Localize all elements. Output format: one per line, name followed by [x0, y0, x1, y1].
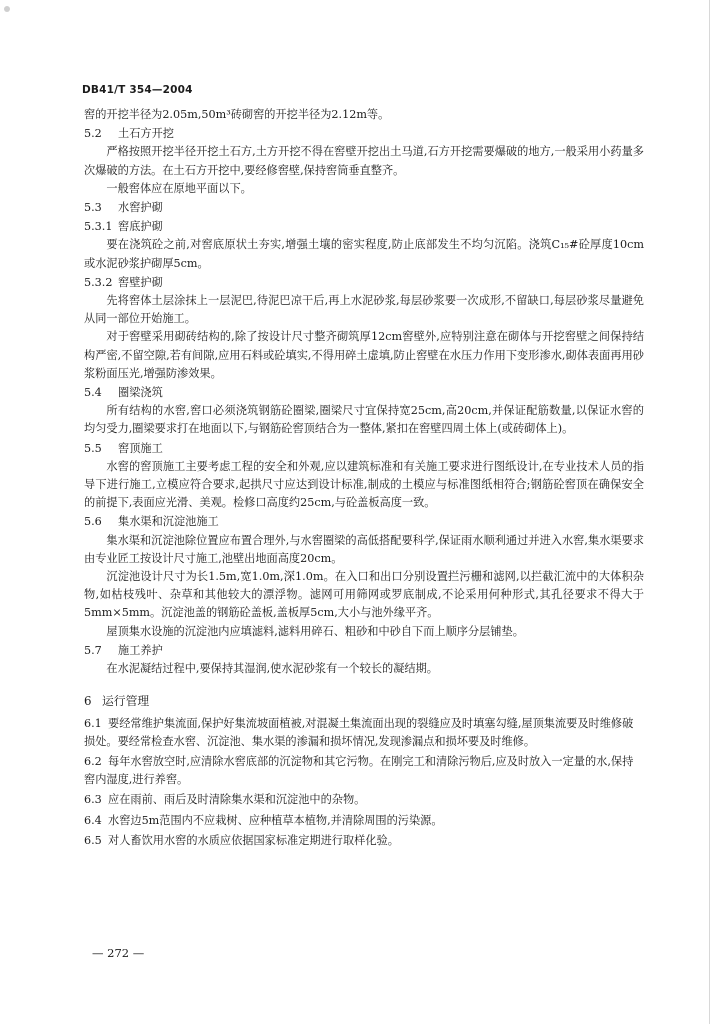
paragraph: 在水泥凝结过程中,要保持其湿润,使水泥砂浆有一个较长的凝结期。	[106, 662, 438, 676]
paragraph: 沉淀池设计尺寸为长1.5m,宽1.0m,深1.0m。在入口和出口分别设置拦污栅和滤网,以拦截汇流中的大体积杂物,如枯枝残叶、杂草和其他较大的漂浮物。滤网可用筛网或罗底制成,不论采用何种形式,其孔径要求不得大于5mm×5mm。沉淀池盖的钢筋砼盖板,盖板厚5cm,大小与池外缘平齐。	[84, 570, 644, 620]
section-number: 5.7	[84, 643, 102, 657]
section-number: 5.3.1	[84, 220, 113, 234]
paragraph: 要在浇筑砼之前,对窖底原状土夯实,增强土壤的密实程度,防止底部发生不均匀沉陷。浇筑C₁₅#砼厚度10cm或水泥砂浆护砌厚5cm。	[84, 238, 644, 270]
clause-number: 6.1	[84, 716, 102, 730]
paragraph: 屋顶集水设施的沉淀池内应填滤料,滤料用碎石、粗砂和中砂自下而上顺序分层铺垫。	[106, 624, 524, 638]
paragraph: 所有结构的水窖,窖口必须浇筑钢筋砼圈梁,圈梁尺寸宜保持宽25cm,高20cm,并保证配筋数量,以保证水窖的均匀受力,圈梁要求打在地面以下,与钢筋砼窖顶结合为一整体,紧扣在窖壁四周土体上(或砖砌体上)。	[84, 404, 644, 436]
paragraph-continued: 窖的开挖半径为2.05m,50m³砖砌窖的开挖半径为2.12m等。	[84, 108, 390, 121]
clause-number: 6.4	[84, 813, 102, 827]
clause-6-3	[84, 791, 644, 809]
section-number: 5.5	[84, 441, 102, 455]
chapter-heading	[84, 692, 644, 710]
clause-text: 每年水窖放空时,应清除水窖底部的沉淀物和其它污物。在刚完工和清除污物后,应及时放入一定量的水,保持窖内湿度,进行养窖。	[84, 754, 634, 787]
clause-number: 6.5	[84, 833, 102, 847]
section-title: 圈梁浇筑	[118, 386, 163, 400]
section-title: 土石方开挖	[118, 127, 174, 141]
section-title: 水窖护砌	[118, 201, 163, 215]
paragraph: 先将窖体土层涂抹上一层泥巴,待泥巴凉干后,再上水泥砂浆,每层砂浆要一次成形,不留缺口,每层砂浆尽量避免从同一部位开始施工。	[84, 294, 644, 326]
clause-text: 应在雨前、雨后及时清除集水渠和沉淀池中的杂物。	[108, 793, 366, 807]
clause-text: 对人畜饮用水窖的水质应依据国家标准定期进行取样化验。	[108, 833, 399, 847]
clause-number: 6.3	[84, 793, 102, 807]
paragraph: 水窖的窖顶施工主要考虑工程的安全和外观,应以建筑标准和有关施工要求进行图纸设计,在专业技术人员的指导下进行施工,立模应符合要求,起拱尺寸应达到设计标准,制成的土模应与标准图纸相符合;钢筋砼窖顶在确保安全的前提下,表面应光滑、美观。检修口高度约25cm,与砼盖板高度一致。	[84, 459, 644, 510]
section-heading-5-7	[84, 642, 644, 660]
section-heading-5-3	[84, 199, 644, 217]
clause-6-5	[84, 832, 644, 850]
clause-text: 要经常维护集流面,保护好集流坡面植被,对混凝土集流面出现的裂缝应及时填塞勾缝,屋顶集流要及时维修破损处。要经常检查水窖、沉淀池、集水渠的渗漏和损坏情况,发现渗漏点和损坏要及时维修。	[84, 716, 634, 748]
clause-6-1	[84, 715, 644, 751]
clause-number: 6.2	[84, 754, 102, 768]
section-heading-5-3-1	[84, 218, 644, 236]
section-title: 窖底护砌	[118, 220, 163, 234]
section-heading-5-2	[84, 125, 644, 143]
section-number: 5.2	[84, 127, 102, 141]
body-text	[84, 106, 644, 850]
clause-6-4	[84, 812, 644, 830]
page-number: — 272 —	[92, 946, 145, 960]
chapter-title: 运行管理	[102, 694, 150, 709]
section-heading-5-5	[84, 440, 644, 458]
scan-edge-shadow	[709, 0, 710, 1024]
section-number: 5.4	[84, 386, 102, 400]
section-heading-5-4	[84, 384, 644, 402]
paragraph: 严格按照开挖半径开挖土石方,土方开挖不得在窖壁开挖出土马道,石方开挖需要爆破的地方,一般采用小药量多次爆破的方法。在土石方开挖中,要经修窖壁,保持窖筒垂直整齐。	[84, 145, 644, 177]
section-title: 窖顶施工	[118, 441, 163, 455]
scan-speck	[4, 6, 10, 12]
paragraph: 集水渠和沉淀池除位置应布置合理外,与水窖圈梁的高低搭配要科学,保证雨水顺利通过并进入水窖,集水渠要求由专业匠工按设计尺寸施工,池壁出地面高度20cm。	[84, 533, 644, 565]
clause-6-2	[84, 753, 644, 789]
paragraph: 一般窖体应在原地平面以下。	[106, 181, 252, 195]
section-number: 5.3.2	[84, 275, 113, 289]
section-title: 集水渠和沉淀池施工	[118, 515, 219, 529]
section-number: 5.3	[84, 201, 102, 215]
clause-text: 水窖边5m范围内不应栽树、应种植草本植物,并清除周围的污染源。	[108, 813, 443, 827]
section-title: 窖壁护砌	[118, 275, 163, 289]
paragraph: 对于窖壁采用砌砖结构的,除了按设计尺寸整齐砌筑厚12cm窖壁外,应特别注意在砌体与开挖窖壁之间保持结构严密,不留空隙,若有间隙,应用石料或砼填实,不得用碎土虚填,防止窖壁在水压力作用下变形渗水,砌体表面再用砂浆粉面压光,增强防渗效果。	[84, 330, 644, 380]
section-number: 5.6	[84, 515, 102, 529]
section-heading-5-3-2	[84, 274, 644, 292]
section-title: 施工养护	[118, 643, 163, 657]
chapter-number: 6	[84, 694, 92, 709]
section-heading-5-6	[84, 513, 644, 531]
standard-id: DB41/T 354—2004	[82, 84, 193, 96]
